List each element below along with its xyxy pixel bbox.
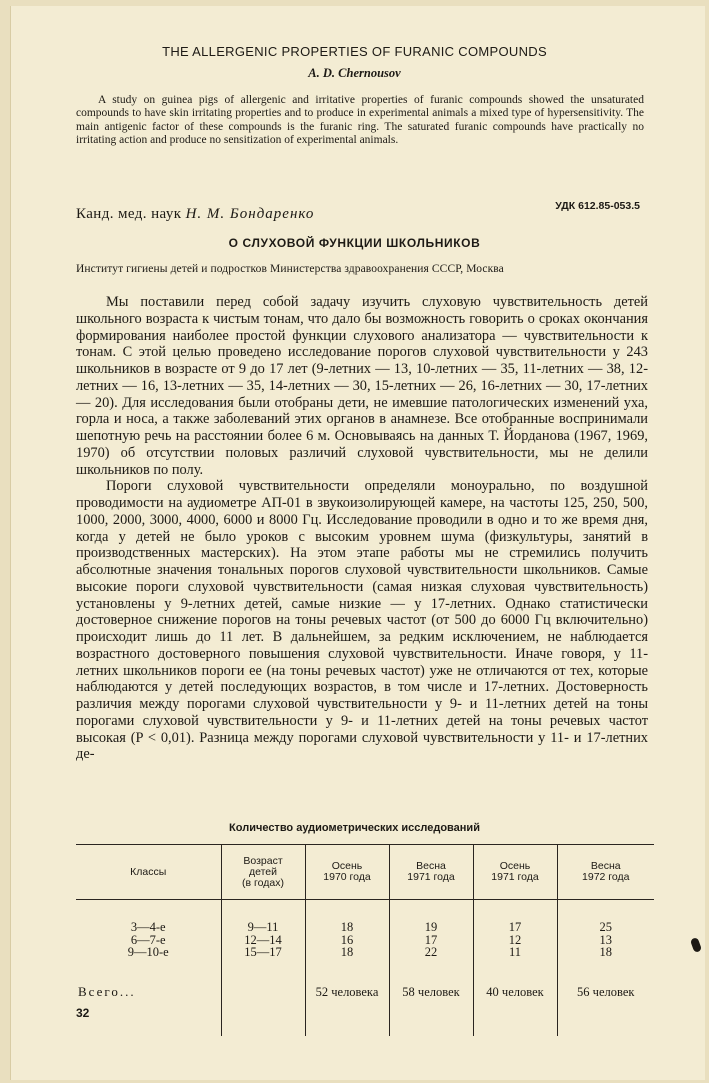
table-caption: Количество аудиометрических исследований [229,822,480,834]
cell-autumn-1971: 17 12 11 [473,900,557,981]
total-autumn-1970: 52 человека [305,980,389,1036]
header-spring-1971: Весна 1971 года [389,845,473,900]
header-spring-1972: Весна 1972 года [557,845,654,900]
english-title: THE ALLERGENIC PROPERTIES OF FURANIC COMPOUNDS [162,44,547,59]
article-title: О СЛУХОВОЙ ФУНКЦИИ ШКОЛЬНИКОВ [228,236,481,250]
table-header-row [76,845,654,900]
cell-spring-1971: 19 17 22 [389,900,473,981]
total-spring-1971: 58 человек [389,980,473,1036]
header-age: Возраст детей (в годах) [221,845,305,900]
total-autumn-1971: 40 человек [473,980,557,1036]
article-author [76,206,314,223]
english-abstract: A study on guinea pigs of allergenic and irritative properties of furanic compounds showed the unsaturated compounds to have skin irritating properties and to produce in experimental animals a mixed type of hypersensitivity. The main antigenic factor of these compounds is the furanic ring. The saturated furanic compounds have practically no irritating action and produce no sensitization of experimental animals. [76,94,644,146]
cell-classes: 3—4-е 6—7-е 9—10-е [127,920,169,960]
total-age [221,980,305,1036]
table-row [76,900,654,981]
header-autumn-1971: Осень 1971 года [473,845,557,900]
table-total-row [76,980,654,1036]
article-body [76,294,648,763]
english-author: A. D. Chernousov [308,66,401,80]
cell-age: 9—11 12—14 15—17 [221,900,305,981]
institution-line: Институт гигиены детей и подростков Министерства здравоохранения СССР, Москва [76,263,504,275]
udk-code: УДК 612.85-053.5 [555,200,640,212]
cell-autumn-1970: 18 16 18 [305,900,389,981]
header-classes: Классы [130,865,167,878]
total-spring-1972: 56 человек [557,980,654,1036]
header-autumn-1970: Осень 1970 года [305,845,389,900]
author-degree: Канд. мед. наук [76,206,182,222]
author-name: Н. М. Бондаренко [185,206,315,222]
body-paragraph-2: Пороги слуховой чувствительности определяли моноурально, по воздушной проводимости на аудиометре АП-01 в звукоизолирующей камере, на частоты 125, 250, 500, 1000, 2000, 3000, 4000, 6000 и 8000 Гц. Исследование проводили в одно и то же время дня, когда у детей не было уроков с высоким уровнем шума (физкультуры, занятий в производственных мастерских). На этом этапе работы мы не стремились получить абсолютные значения тональных порогов слуховой чувствительности школьников. Самые высокие пороги слуховой чувствительности (самая низкая слуховая чувствительность) установлены у 9-летних детей, самые низкие — у 17-летних. Однако статистически достоверное снижение порогов на тоны речевых частот (от 500 до 6000 Гц включительно) происходит лишь до 11 лет. В дальнейшем, за редким исключением, не наблюдается возрастного достоверного повышения слуховой чувствительности. Иначе говоря, у 11-летних школьников пороги ее (на тоны речевых частот) уже не отличаются от тех, которые наблюдаются у детей последующих возрастов, в том числе и 17-летних. Достоверность различия между порогами слуховой чувствительности у 9- и 11-летних детей на тоны порогами слуховой чувствительности у 9- и 11-летних детей на тоны речевых частот высокая (P < 0,01). Разница между порогами слуховой чувствительности у 11- и 17-летних де- [76,478,648,763]
cell-spring-1972: 25 13 18 [557,900,654,981]
body-paragraph-1: Мы поставили перед собой задачу изучить слуховую чувствительность детей школьного возраста к чистым тонам, что дало бы возможность говорить о сроках окончания формирования наиболее простой функции слухового анализатора — чувствительности к тонам. С этой целью проведено исследование порогов слуховой чувствительности у 243 школьников в возрасте от 9 до 17 лет (9-летних — 13, 10-летних — 35, 11-летних — 38, 12-летних — 16, 13-летних — 35, 14-летних — 30, 15-летних — 26, 16-летних — 30, 17-летних — 20). Для исследования были отобраны дети, не имевшие патологических изменений уха, горла и носа, а также заболеваний этих органов в анамнезе. Все отобранные воспринимали шепотную речь на расстоянии более 6 м. Основываясь на данных Т. Йорданова (1967, 1969, 1970) об отсутствии половых различий слуховой чувствительности, мы не делили школьников по полу. [76,294,648,478]
page-number: 32 [76,1006,90,1020]
total-label: Всего... [78,984,136,999]
audiometry-table [76,844,654,1036]
